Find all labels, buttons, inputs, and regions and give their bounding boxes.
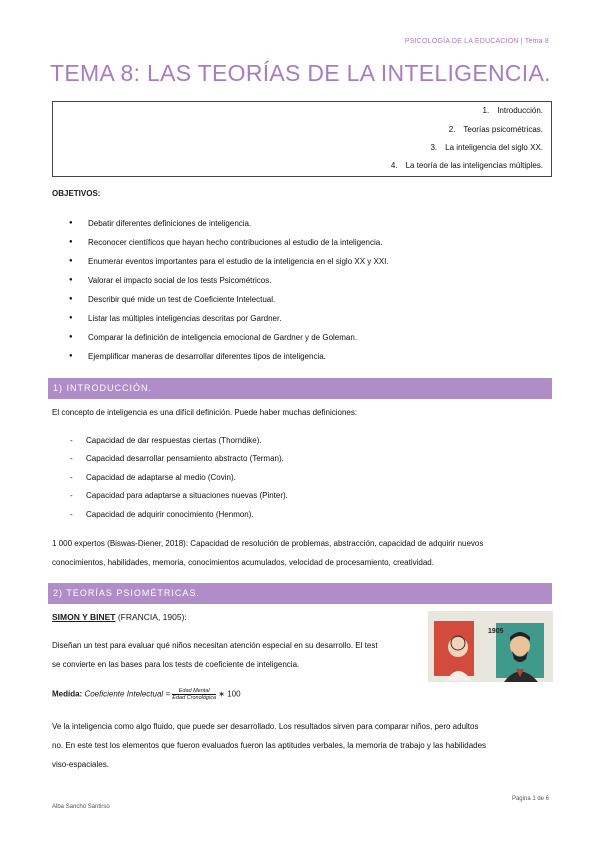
formula-lhs: Coeficiente Intelectual = xyxy=(84,689,173,699)
simon-binet-name: SIMON Y BINET xyxy=(52,612,116,622)
formula-fraction xyxy=(172,688,216,701)
index-item: 3. La inteligencia del siglo XX. xyxy=(430,143,543,152)
section-heading-psicometricas: 2) TEORÍAS PSIOMÉTRICAS. xyxy=(48,583,552,604)
title-text: LAS TEORÍAS DE LA INTELIGENCIA. xyxy=(140,60,551,86)
iq-formula xyxy=(52,688,241,701)
objective-item: ● Comparar la definición de inteligencia emocional de Gardner y de Goleman. xyxy=(70,333,357,342)
objective-item: ● Describir qué mide un test de Coeficiente Intelectual. xyxy=(70,295,275,304)
definition-item: - Capacidad de dar respuestas ciertas (Thorndike). xyxy=(70,436,262,445)
image-year: 1905 xyxy=(488,628,504,635)
desc-line-2: se convierte en las bases para los tests de coeficiente de inteligencia. xyxy=(52,660,300,669)
running-header: PSICOLOGÍA DE LA EDUCACIÓN | Tema 8 xyxy=(404,38,549,45)
experts-line-1: 1 000 expertos (Biswas-Diener, 2018): Capacidad de resolución de problemas, abstracción, capacidad de adquirir nuevos xyxy=(52,539,484,548)
formula-label: Medida: xyxy=(52,689,85,699)
desc-line-1: Diseñan un test para evaluar qué niños necesitan atención especial en su desarrollo. El test xyxy=(52,641,378,650)
formula-numerator: Edad Mental xyxy=(172,688,216,695)
simon-binet-illustration xyxy=(428,611,553,682)
page-title xyxy=(50,60,551,87)
objective-item: ● Reconocer científicos que hayan hecho contribuciones al estudio de la inteligencia. xyxy=(70,238,382,247)
end-line-2: no. En este test los elementos que fueron evaluados fueron las aptitudes verbales, la memoria de trabajo y las habilidades xyxy=(52,741,487,750)
index-box xyxy=(52,101,552,177)
index-item: 4. La teoría de las inteligencias múltiples. xyxy=(390,161,543,170)
objective-item: ● Valorar el impacto social de los tests Psicométricos. xyxy=(70,276,271,285)
objective-item: ● Ejemplificar maneras de desarrollar diferentes tipos de inteligencia. xyxy=(70,352,326,361)
objective-item: ● Enumerar eventos importantes para el estudio de la inteligencia en el siglo XX y XXI. xyxy=(70,257,389,266)
formula-tail: ∗ 100 xyxy=(216,689,241,699)
end-line-1: Ve la inteligencia como algo fluido, que puede ser desarrollado. Los resultados sirven para comparar niños, pero adultos xyxy=(52,722,479,731)
index-item: 1. Introducción. xyxy=(482,106,543,115)
definition-item: - Capacidad de adaptarse al medio (Covin). xyxy=(70,473,236,482)
simon-binet-heading xyxy=(52,612,187,622)
page-number: Página 1 de 6 xyxy=(511,796,549,802)
experts-line-2: conocimientos, habilidades, memoria, conocimientos acumulados, velocidad de procesamiento, creatividad. xyxy=(52,558,434,567)
objectives-label: OBJETIVOS: xyxy=(52,189,101,198)
title-prefix: TEMA 8: xyxy=(50,60,141,86)
author-footer: Alba Sancho Santirso xyxy=(52,804,110,810)
definition-item: - Capacidad desarrollar pensamiento abstracto (Terman). xyxy=(70,454,284,463)
end-line-3: viso-espaciales. xyxy=(52,760,109,769)
section-heading-introduccion: 1) INTRODUCCIÓN. xyxy=(48,378,552,399)
intro-paragraph: El concepto de inteligencia es una difícil definición. Puede haber muchas definiciones: xyxy=(52,408,358,417)
index-item: 2. Teorías psicométricas. xyxy=(448,125,543,134)
definition-item: - Capacidad para adaptarse a situaciones nuevas (Pinter). xyxy=(70,491,288,500)
objective-item: ● Debatir diferentes definiciones de inteligencia. xyxy=(70,219,251,228)
objective-item: ● Listar las múltiples inteligencias descritas por Gardner. xyxy=(70,314,281,323)
simon-binet-origin: (FRANCIA, 1905): xyxy=(115,612,187,622)
formula-denominator: Edad Cronológica xyxy=(172,695,217,701)
definition-item: - Capacidad de adquirir conocimiento (Henmon). xyxy=(70,510,254,519)
